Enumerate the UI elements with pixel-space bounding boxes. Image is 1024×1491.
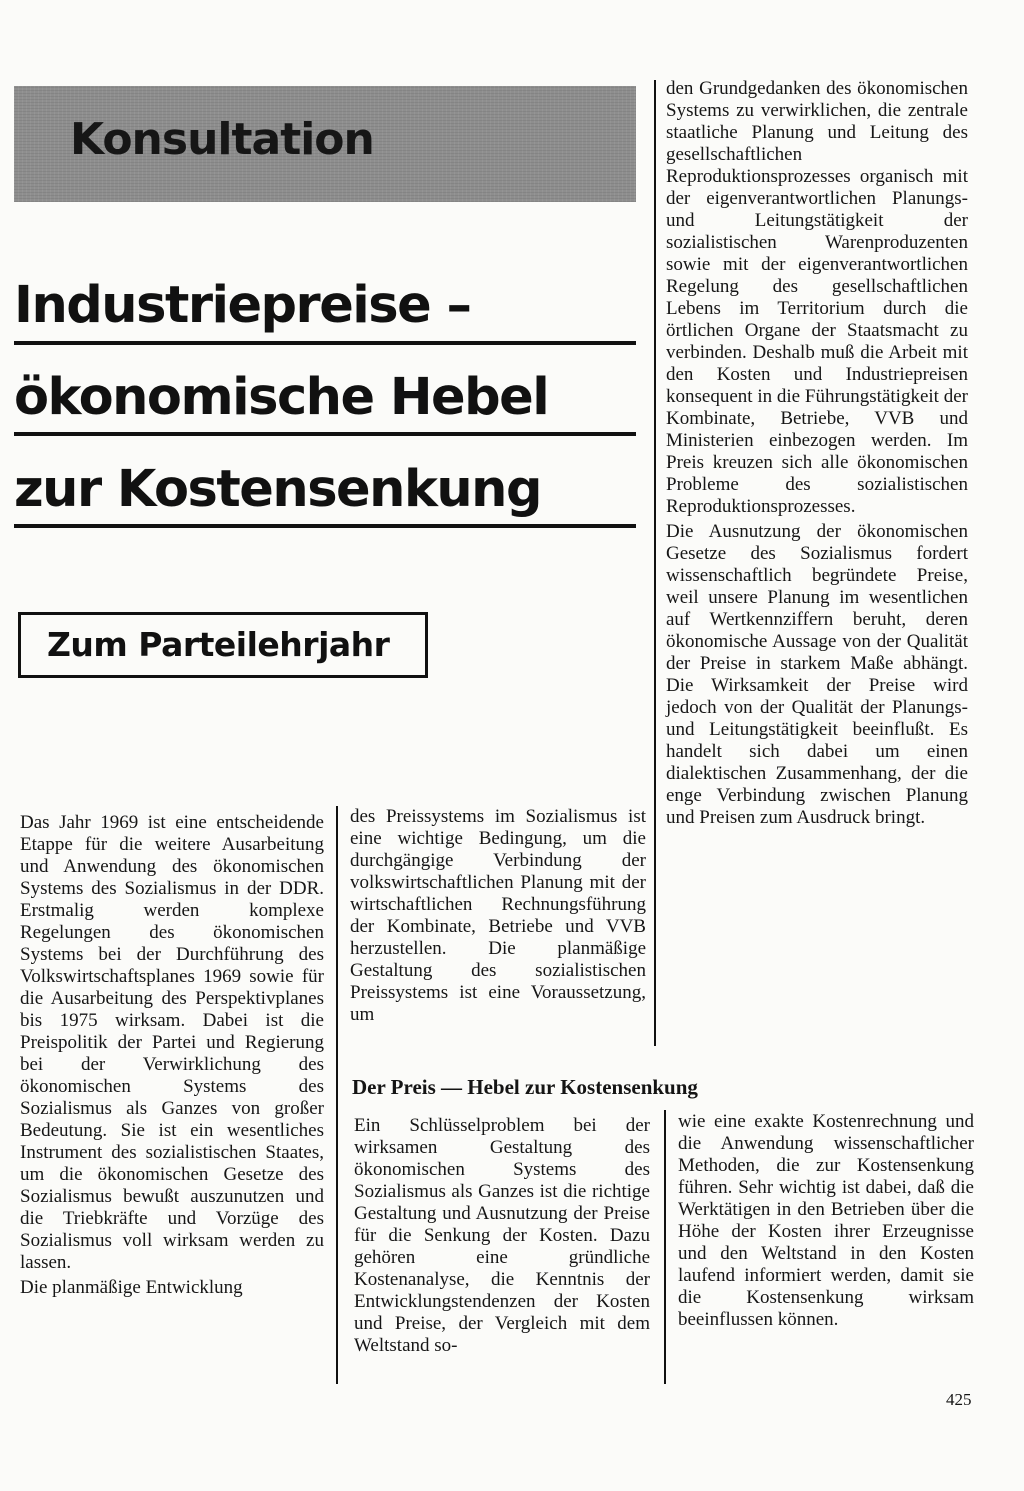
- section-column-right: [678, 1111, 974, 1331]
- paragraph: Das Jahr 1969 ist eine entscheidende Etappe für die weitere Ausarbeitung und Anwendung des ökonomischen Systems des Sozialismus in der DDR. Erstmalig werden komplexe Regelungen des ökonomischen Systems bei der Durchführung des Volkswirtschaftsplanes 1969 sowie für die Ausarbeitung des Perspektivplanes bis 1975 wirksam. Dabei ist die Preispolitik der Partei und Regierung bei der Verwirklichung des ökonomischen Systems des Sozialismus als Ganzes von großer Bedeutung. Sie ist ein wesentliches Instrument des sozialistischen Staates, um die ökonomischen Gesetze des Sozialismus bewußt auszunutzen und die Triebkräfte und Vorzüge des Sozialismus voll wirksam werden zu lassen.: [20, 812, 324, 1273]
- subheading-box: [18, 612, 428, 678]
- column-divider-left: [336, 806, 338, 1384]
- headline-rule-3: [14, 524, 636, 528]
- column-divider-right: [654, 80, 656, 1046]
- paragraph: wie eine exakte Kostenrechnung und die Anwendung wissenschaftlicher Methoden, die zur Kostensenkung führen. Sehr wichtig ist dabei, daß die Werktätigen in den Betrieben über die Höhe der Kosten ihrer Erzeugnisse und den Weltstand in den Kosten laufend informiert werden, damit sie die Kostensenkung wirksam beeinflussen können.: [678, 1111, 974, 1330]
- headline-line-3: zur Kostensenkung: [14, 460, 541, 519]
- paragraph: Die Ausnutzung der ökonomischen Gesetze des Sozialismus fordert wissenschaftlich begründete Preise, weil unsere Planung im wesentlichen auf Wertkennziffern beruht, deren ökonomische Aussage von der Qualität der Preise in starkem Maße abhängt. Die Wirksamkeit der Preise wird jedoch von der Qualität der Planungs- und Leitungstätigkeit beeinflußt. Es handelt sich dabei um einen dialektischen Zusammenhang, der die enge Verbindung zwischen Planung und Preisen zum Ausdruck bringt.: [666, 521, 968, 828]
- headline-rule-2: [14, 432, 636, 436]
- article-column-right: [666, 78, 968, 829]
- article-column-middle: [350, 806, 646, 1026]
- page-number: 425: [946, 1390, 972, 1409]
- section-banner: [14, 86, 636, 202]
- paragraph: Ein Schlüsselproblem bei der wirksamen Gestaltung des ökonomischen Systems des Sozialismus als Ganzes ist die richtige Gestaltung und Ausnutzung der Preise für die Senkung der Kosten. Dazu gehören eine gründliche Kostenanalyse, die Kenntnis der Entwicklungstendenzen der Kosten und Preise, der Vergleich mit dem Weltstand so-: [354, 1115, 650, 1356]
- headline-line-1: Industriepreise –: [14, 276, 471, 335]
- section-heading: Der Preis — Hebel zur Kostensenkung: [352, 1075, 698, 1099]
- headline-line-2: ökonomische Hebel: [14, 368, 549, 427]
- paragraph: Die planmäßige Entwicklung: [20, 1277, 243, 1298]
- paragraph: den Grundgedanken des ökonomischen Systems zu verwirklichen, die zentrale staatliche Planung und Leitung des gesellschaftlichen Reproduktionsprozesses organisch mit der eigenverantwortlichen Planungs- und Leitungstätigkeit der sozialistischen Warenproduzenten sowie mit der eigenverantwortlichen Regelung des gesellschaftlichen Lebens im Territorium durch die örtlichen Organe der Staatsmacht zu verbinden. Deshalb muß die Arbeit mit den Kosten und Industriepreisen konsequent in die Führungstätigkeit der Kombinate, Betriebe, VVB und Ministerien einbezogen werden. Im Preis kreuzen sich alle ökonomischen Probleme des sozialistischen Reproduktionsprozesses.: [666, 78, 968, 517]
- section-column-left: [354, 1115, 650, 1357]
- column-divider-section: [664, 1110, 666, 1384]
- subheading: Zum Parteilehrjahr: [47, 625, 390, 664]
- headline-rule-1: [14, 341, 636, 345]
- paragraph: des Preissystems im Sozialismus ist eine wichtige Bedingung, um die durchgängige Verbindung der volkswirtschaftlichen Planung mit der wirtschaftlichen Rechnungsführung der Kombinate, Betriebe und VVB herzustellen. Die planmäßige Gestaltung des sozialistischen Preissystems ist eine Voraussetzung, um: [350, 806, 646, 1025]
- banner-label: Konsultation: [70, 114, 374, 165]
- article-column-left: [20, 812, 324, 1299]
